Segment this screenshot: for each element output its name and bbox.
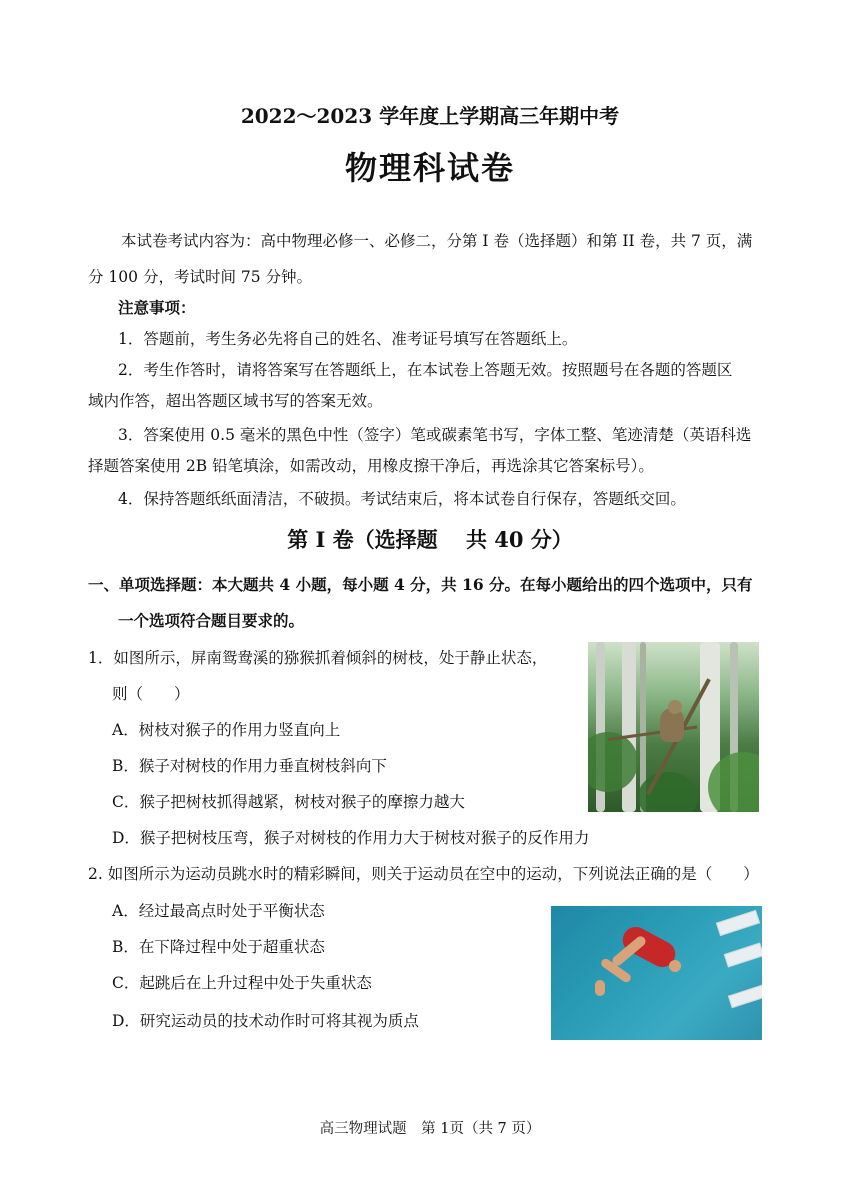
notes-item-2-line-2: 域内作答，超出答题区域书写的答案无效。	[88, 392, 383, 410]
exam-header: 2022～2023 学年度上学期高三年期中考	[240, 104, 620, 128]
q1-stem-line-2: 则（ ）	[112, 685, 190, 703]
page-footer: 高三物理试题 第 1页（共 7 页）	[319, 1121, 541, 1137]
q2-option-b: B．在下降过程中处于超重状态	[112, 938, 325, 956]
q2-stem: 2. 如图所示为运动员跳水时的精彩瞬间，则关于运动员在空中的运动，下列说法正确的是（ ）	[88, 865, 759, 883]
notes-item-3-line-1: 3．答案使用 0.5 毫米的黑色中性（签字）笔或碳素笔书写，字体工整、笔迹清楚（英语科选	[118, 426, 752, 444]
notes-item-4: 4．保持答题纸纸面清洁，不破损。考试结束后，将本试卷自行保存，答题纸交回。	[118, 490, 686, 508]
notes-heading: 注意事项：	[118, 298, 196, 317]
q1-stem-line-1: 1．如图所示，屏南鸳鸯溪的猕猴抓着倾斜的树枝，处于静止状态，	[88, 649, 548, 667]
q1-option-d: D．猴子把树枝压弯，猴子对树枝的作用力大于树枝对猴子的反作用力	[112, 829, 590, 847]
notes-item-1: 1．答题前，考生务必先将自己的姓名、准考证号填写在答题纸上。	[118, 330, 578, 348]
intro-line-1: 本试卷考试内容为：高中物理必修一、必修二，分第 I 卷（选择题）和第 II 卷，共 7 页，满	[121, 232, 753, 250]
q1-option-c: C．猴子把树枝抓得越紧，树枝对猴子的摩擦力越大	[112, 793, 465, 811]
q1-option-a: A．树枝对猴子的作用力竖直向上	[112, 721, 341, 739]
intro-line-2: 分 100 分，考试时间 75 分钟。	[88, 268, 313, 286]
q2-option-c: C．起跳后在上升过程中处于失重状态	[112, 974, 372, 992]
q2-option-d: D．研究运动员的技术动作时可将其视为质点	[112, 1012, 419, 1030]
diver-photo	[551, 906, 762, 1040]
q1-option-b: B．猴子对树枝的作用力垂直树枝斜向下	[112, 757, 387, 775]
section-title: 第 I 卷（选择题 共 40 分）	[287, 527, 573, 552]
notes-item-2-line-1: 2．考生作答时，请将答案写在答题纸上，在本试卷上答题无效。按照题号在各题的答题区	[118, 361, 733, 379]
part-heading-line-2: 一个选项符合题目要求的。	[118, 611, 305, 630]
q2-option-a: A．经过最高点时处于平衡状态	[112, 902, 325, 920]
monkey-photo	[588, 642, 759, 812]
notes-item-3-line-2: 择题答案使用 2B 铅笔填涂，如需改动，用橡皮擦干净后，再选涂其它答案标号）。	[88, 457, 654, 475]
part-heading-line-1: 一、单项选择题：本大题共 4 小题，每小题 4 分，共 16 分。在每小题给出的四个选项中，只有	[88, 575, 753, 594]
exam-title: 物理科试卷	[344, 149, 515, 187]
